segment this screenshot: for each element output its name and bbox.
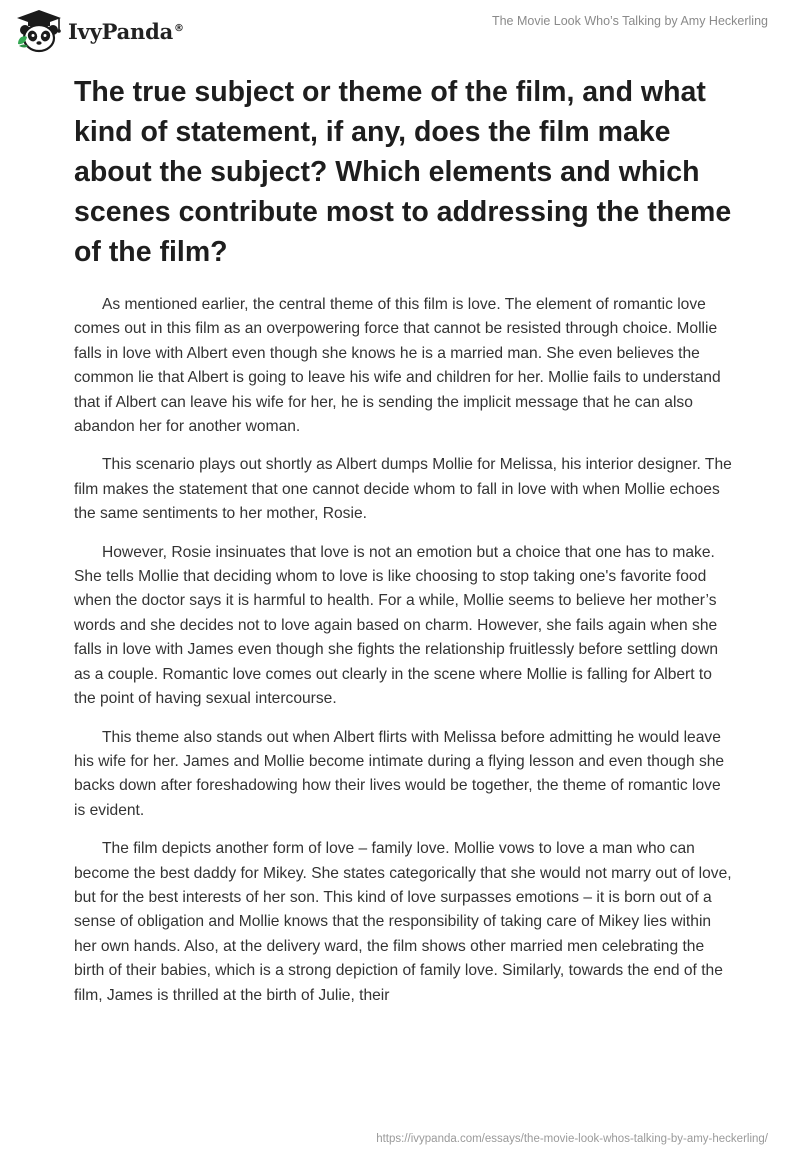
essay-body — [74, 293, 734, 1022]
logo-wordmark: IvyPanda® — [68, 18, 184, 44]
paragraph: This theme also stands out when Albert flirts with Melissa before admitting he would leave his wife for her. James and Mollie become intimate during a flying lesson and even though she backs down after foreshadowing how their lives would be together, the theme of romantic love is evident. — [74, 728, 725, 819]
ivypanda-logo[interactable] — [14, 8, 184, 54]
page-header — [0, 0, 800, 60]
document-title: The Movie Look Who’s Talking by Amy Heckerling — [491, 14, 768, 28]
paragraph: This scenario plays out shortly as Albert dumps Mollie for Melissa, his interior designer. The film makes the statement that one cannot decide whom to fall in love with when Mollie echoes the same sentiments to her mother, Rosie. — [74, 456, 732, 523]
panda-graduate-icon — [14, 8, 64, 54]
paragraph: The film depicts another form of love – family love. Mollie vows to love a man who can become the best daddy for Mikey. She states categorically that she would not marry out of love, but for the best interests of her son. This kind of love surpasses emotions – it is born out of a sense of obligation and Mollie knows that the responsibility of taking care of Mikey lies within her own hands. Also, at the delivery ward, the film shows other married men celebrating the birth of their babies, which is a strong depiction of family love. Similarly, towards the end of the film, James is thrilled at the birth of Julie, their — [74, 840, 732, 1004]
source-url-link[interactable]: https://ivypanda.com/essays/the-movie-look-whos-talking-by-amy-heckerling/ — [376, 1133, 768, 1145]
paragraph: As mentioned earlier, the central theme of this film is love. The element of romantic love comes out in this film as an overpowering force that cannot be resisted through choice. Mollie falls in love with Albert even though she knows he is a married man. She even believes the common lie that Albert is going to leave his wife and children for her. Mollie fails to understand that if Albert can leave his wife for her, he is sending the implicit message that he can also abandon her for another woman. — [74, 296, 721, 436]
paragraph: However, Rosie insinuates that love is not an emotion but a choice that one has to make. She tells Mollie that deciding whom to love is like choosing to stop taking one's favorite food when the doctor says it is harmful to health. For a while, Mollie seems to believe her mother’s words and she decides not to love again based on charm. However, she fails again when she falls in love with James even though she fights the relationship fruitlessly before settling down as a couple. Romantic love comes out clearly in the scene where Mollie is falling for Albert to the point of having sexual intercourse. — [74, 543, 719, 708]
section-heading: The true subject or theme of the film, and what kind of statement, if any, does the film make about the subject? Which elements and which scenes contribute most to addressing the theme of the film? — [74, 76, 732, 268]
